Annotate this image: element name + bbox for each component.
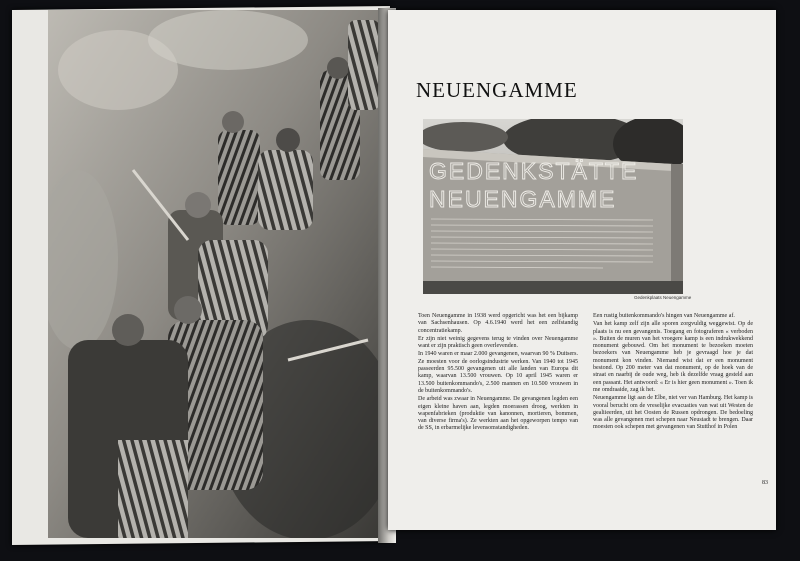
text-column-left xyxy=(418,313,578,434)
paragraph: In 1940 waren er maar 2.000 gevangenen, waarvan 90 % Duitsers. Ze moesten voor de oorlogsindustrie werken. Van 1940 tot 1945 passeerden 95.500 gevangenen uit alle landen van Europa dit kamp, waarvan 13.500 vrouwen. Op 10 april 1945 waren er 13.500 buitenkommando's, 2.500 mannen en 10.500 vrouwen in de buitenkommando's. xyxy=(418,351,578,394)
paragraph: Van het kamp zelf zijn alle sporen zorgvuldig weggewist. Op de plaats is nu een gevangenis. Toegang en fotograferen « verboden ». Buiten de muren van het vroegere kamp is een indrukwekkend monument gebouwd. Om het monument te bezoeken moeten bezoekers van Neuengamme heb je gevraagd hoe je dat monument kon vinden. Niemand wist dat er een monument bestond. Op 200 meter van dat monument, op de hoek van de straat en naarbij de oude weg, heb ik dezelfde vraag gesteld aan een passant. Het antwoord: « Er is hier geen monument ». Toen ik me omdraaide, zag ik het. xyxy=(593,321,753,393)
memorial-sign-line1: GEDENKSTÄTTE xyxy=(429,158,639,184)
paragraph: De arbeid was zwaar in Neuengamme. De gevangenen legden een eigen kleine haven aan, legden moerassen droog, werkten in wapenfabrieken (produktie van kanonnen, mortieren, bommen, van diverse firma's). Ze werkten aan het opgeworpen tempo van de SS, in erbarmelijke levensomstandigheden. xyxy=(418,396,578,432)
memorial-photo xyxy=(423,119,683,294)
page-title: NEUENGAMME xyxy=(416,78,578,102)
photo-caption: Gedenkplaats Neuengamme xyxy=(634,295,692,300)
paragraph: Er zijn niet weinig gegevens terug te vinden over Neuengamme want er zijn praktisch geen overlevenden. xyxy=(418,335,578,350)
memorial-sign-line2: NEUENGAMME xyxy=(429,186,617,212)
text-column-right xyxy=(593,313,753,433)
paragraph: Toen Neuengamme in 1938 werd opgericht was het een bijkamp van Sachsenhausen. Op 4.6.1940 werd het een zelfstandig concentratiekamp. xyxy=(418,313,578,334)
page-number: 83 xyxy=(762,480,768,486)
paragraph: Neuengamme ligt aan de Elbe, niet ver van Hamburg. Het kamp is vooral berucht om de vreselijke evacuaties van wat uit Westen de gealiieerden, uit het Oosten de Russen opdrongen. De bedoeling was alle gevangenen met schepen naar Neustadt te brengen. Daar moesten ook schepen met gevangenen van Stutthof in Polen xyxy=(593,395,753,431)
prisoners-labor-photo xyxy=(48,10,380,538)
paragraph: Een rustig buitenkommando's hingen van Neuengamme af. xyxy=(593,313,735,319)
